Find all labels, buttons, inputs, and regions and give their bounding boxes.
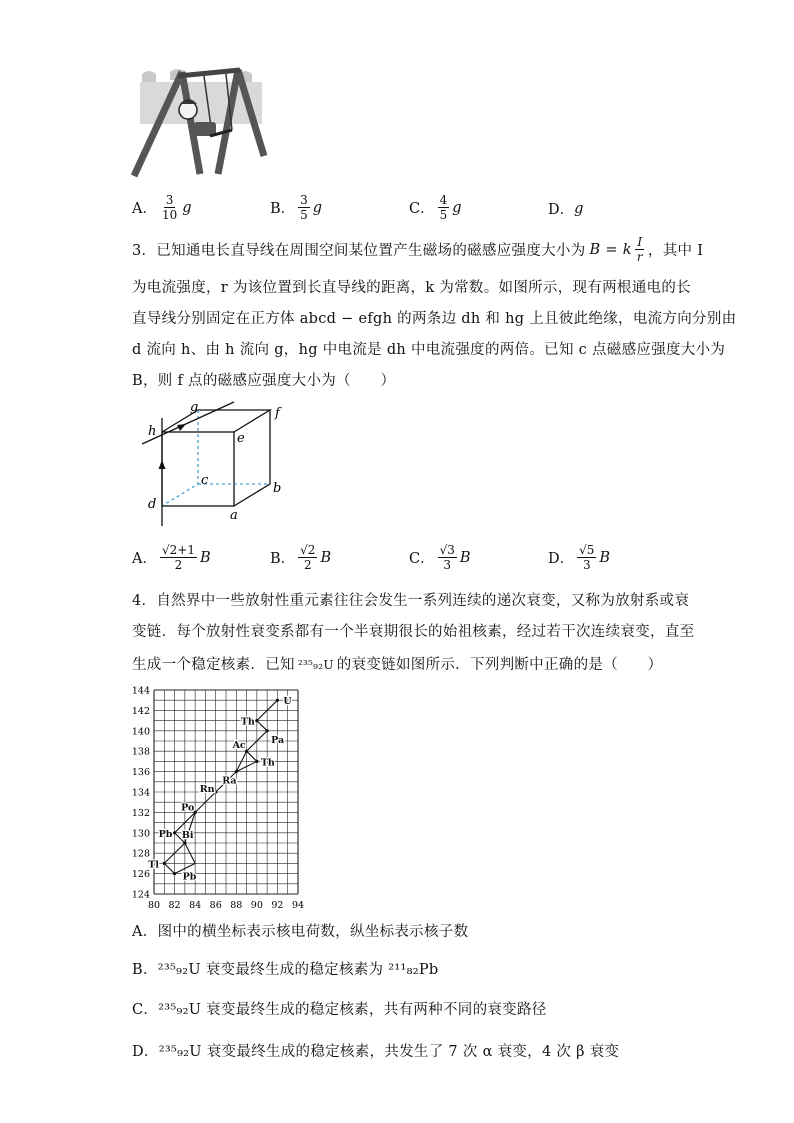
q2-option-c[interactable]: C． $\frac{4}{5}$ g [409,193,462,222]
q4-option-b[interactable]: B．²³⁵₉₂U 衰变最终生成的稳定核素为 ²¹¹₈₂Pb [132,962,439,978]
q3-stem-line-4: d 流向 h、由 h 流向 g，hg 中电流是 dh 中电流强度的两倍。已知 c 点磁感应强度大小为 [132,342,726,358]
q3-stem-line-3: 直导线分别固定在正方体 abcd − efgh 的两条边 dh 和 hg 上且彼此绝缘，电流方向分别由 [132,311,737,327]
q3-option-c[interactable]: C． $\frac{√3}{3}$ B [409,543,471,572]
label-g: g [190,400,199,415]
x-tick-label: 86 [209,900,222,911]
nuclide-point [276,699,279,702]
q4-stem-line-1: 4．自然界中一些放射性重元素往往会发生一系列连续的递次衰变，又称为放射系或衰 [132,593,690,609]
nuclide-point [214,790,217,793]
label-e: e [237,431,245,446]
nuclide-point [183,841,186,844]
nuclide-label: Pb [158,828,173,840]
x-tick-label: 82 [168,900,181,911]
nuclide-label: Th [260,757,275,769]
q3-option-b[interactable]: B． $\frac{√2}{2}$ B [270,543,332,572]
nuclide-label: U [283,696,292,708]
y-tick-label: 136 [131,767,150,779]
q4-option-d[interactable]: D．²³⁵₉₂U 衰变最终生成的稳定核素，共发生了 7 次 α 衰变，4 次 β 衰变 [132,1044,620,1060]
y-tick-label: 128 [131,848,150,860]
arrow-up-icon [159,460,166,469]
q3-stem-line-2: 为电流强度，r 为该位置到长直导线的距离，k 为常数。如图所示，现有两根通电的长 [132,280,691,296]
label-f: f [275,406,280,421]
nuclide-label: Ac [232,740,246,752]
x-tick-label: 80 [147,900,161,911]
q3-option-d[interactable]: D． $\frac{√5}{3}$ B [548,543,611,572]
chart-points [148,696,292,882]
y-tick-label: 144 [131,685,150,697]
nuclide-point [266,729,269,732]
q2-option-fraction: $\frac{3}{10}$ [161,193,178,222]
nuclide-point [163,862,166,865]
swing-illustration [130,64,270,178]
chart-grid [154,690,298,894]
y-tick-label: 126 [131,869,150,881]
y-tick-label: 132 [131,807,150,819]
nuclide-point [255,719,258,722]
nuclide-point [255,760,258,763]
chart-paths [164,700,277,873]
y-tick-label: 142 [131,705,150,717]
nuclide-label: Ra [222,775,237,787]
nuclide-label: Bi [181,830,194,841]
nuclide-label: Pb [182,871,197,883]
chart-ticks [132,686,304,912]
nuclide-label: Tl [148,859,159,871]
q2-option-d[interactable]: D． g [548,200,584,218]
q3-stem-line-1: 3．已知通电长直导线在周围空间某位置产生磁场的磁感应强度大小为 B = k $\frac{I}{r}$ ，其中 I [132,235,704,264]
nuclide-point [173,831,176,834]
arrow-right-icon [177,424,186,431]
decay-path [164,700,277,873]
x-tick-label: 88 [230,900,243,911]
q2-option-b[interactable]: B． $\frac{3}{5}$ g [270,193,323,222]
label-a: a [230,508,238,523]
y-tick-label: 130 [131,828,150,840]
label-c: c [201,473,209,488]
q4-option-c[interactable]: C．²³⁵₉₂U 衰变最终生成的稳定核素，共有两种不同的衰变路径 [132,1002,547,1018]
y-tick-label: 138 [131,746,150,758]
q2-option-letter: A． [132,201,157,217]
decay-chain-chart [126,682,306,914]
q3-stem-line-5: B，则 f 点的磁感应强度大小为（ ） [132,373,396,389]
y-tick-label: 124 [131,889,150,901]
nuclide-point [235,770,238,773]
nuclide-label: Rn [199,784,215,795]
x-tick-label: 94 [291,900,305,911]
q4-option-a[interactable]: A．图中的横坐标表示核电荷数，纵坐标表示核子数 [132,924,469,940]
label-d: d [148,497,157,512]
q4-stem-line-2: 变链．每个放射性衰变系都有一个半衰期很长的始祖核素，经过若干次连续衰变，直至 [132,624,695,640]
cube-diagram [142,398,292,526]
nuclide-label: Pa [271,734,285,746]
x-tick-label: 92 [271,900,284,911]
q4-stem-line-3: 生成一个稳定核素．已知 ²³⁵₉₂U 的衰变链如图所示．下列判断中正确的是（ ） [132,657,663,673]
nuclide-label: Po [181,802,195,814]
nuclide-label: Th [240,716,255,728]
q3-option-a[interactable]: A． $\frac{√2+1}{2}$ B [132,543,211,572]
label-b: b [273,481,282,496]
y-tick-label: 140 [131,726,150,738]
x-tick-label: 84 [189,900,202,911]
label-h: h [148,424,157,439]
x-tick-label: 90 [250,900,263,911]
y-tick-label: 134 [131,787,150,799]
q2-option-a[interactable]: A． $\frac{3}{10}$ g [132,193,192,222]
nuclide-point [173,872,176,875]
